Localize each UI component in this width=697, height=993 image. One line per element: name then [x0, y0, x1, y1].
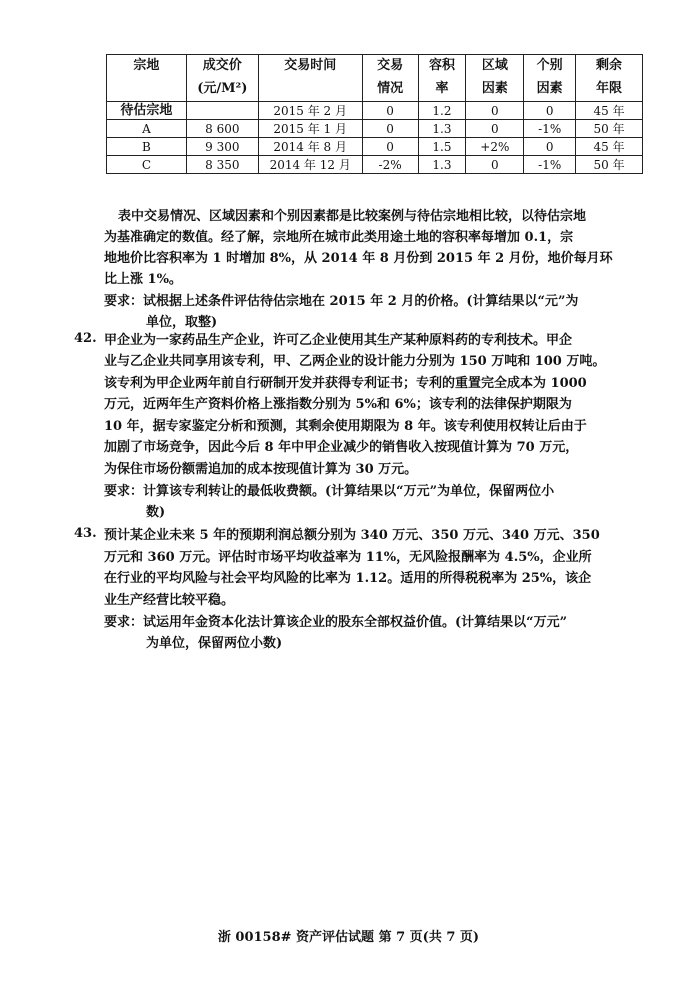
- header-cell: [107, 79, 187, 102]
- table-cell: 0: [524, 138, 576, 156]
- q42-line: 业与乙企业共同享用该专利，甲、乙两企业的设计能力分别为 150 万吨和 100 万吨。: [104, 354, 606, 369]
- q42-line: 为保住市场份额需追加的成本按现值计算为 30 万元。: [104, 462, 418, 477]
- table-cell: 1.3: [418, 156, 466, 174]
- q42-line: 该专利为甲企业两年前自行研制开发并获得专利证书；专利的重置完全成本为 1000: [104, 376, 587, 391]
- table-cell: 45 年: [576, 138, 643, 156]
- header-cell: 剩余: [576, 55, 643, 80]
- table-cell: -1%: [524, 156, 576, 174]
- q42-requirement-cont: 数): [146, 505, 166, 520]
- table-cell: 0: [362, 138, 418, 156]
- table-cell: 0: [524, 102, 576, 120]
- table-cell: 0: [362, 102, 418, 120]
- table-cell: C: [107, 156, 187, 174]
- table-cell: 50 年: [576, 156, 643, 174]
- table-cell: 1.5: [418, 138, 466, 156]
- table-cell: 9 300: [186, 138, 258, 156]
- table-cell: 0: [362, 120, 418, 138]
- table-cell: 待估宗地: [107, 102, 187, 120]
- header-cell: 率: [418, 79, 466, 102]
- header-cell: 宗地: [107, 55, 187, 80]
- header-cell: 因素: [524, 79, 576, 102]
- q43-requirement: 要求：试运用年金资本化法计算该企业的股东全部权益价值。(计算结果以“万元”: [104, 615, 568, 630]
- table-cell: 2014 年 8 月: [258, 138, 362, 156]
- q42-line: 加剧了市场竞争，因此今后 8 年中甲企业减少的销售收入按现值计算为 70 万元，: [104, 440, 579, 455]
- table-header-row-2: [107, 79, 643, 102]
- table-cell: +2%: [466, 138, 524, 156]
- table-cell: 0: [466, 102, 524, 120]
- table-cell: B: [107, 138, 187, 156]
- table-cell: 50 年: [576, 120, 643, 138]
- table-cell: 0: [466, 120, 524, 138]
- q41-requirement: 要求：试根据上述条件评估待估宗地在 2015 年 2 月的价格。(计算结果以“元”为: [104, 294, 579, 309]
- table-cell: 2015 年 2 月: [258, 102, 362, 120]
- q42-requirement: 要求：计算该专利转让的最低收费额。(计算结果以“万元”为单位，保留两位小: [104, 484, 555, 499]
- table-cell: 8 600: [186, 120, 258, 138]
- q43-line: 在行业的平均风险与社会平均风险的比率为 1.12。适用的所得税税率为 25%，该企: [104, 571, 592, 586]
- table-cell: 1.2: [418, 102, 466, 120]
- page-footer: 浙 00158# 资产评估试题 第 7 页(共 7 页): [217, 930, 480, 945]
- table-cell: 2014 年 12 月: [258, 156, 362, 174]
- table-row: [107, 138, 643, 156]
- q41-requirement-cont: 单位，取整): [146, 315, 218, 330]
- table-cell: -2%: [362, 156, 418, 174]
- q43-line: 业生产经营比较平稳。: [104, 593, 235, 608]
- q42-line: 甲企业为一家药品生产企业，许可乙企业使用其生产某种原料药的专利技术。甲企: [104, 333, 573, 348]
- table-row: [107, 120, 643, 138]
- table-cell: A: [107, 120, 187, 138]
- header-cell: [258, 79, 362, 102]
- header-cell: 交易时间: [258, 55, 362, 80]
- q41-note-line: 为基准确定的数值。经了解，宗地所在城市此类用途土地的容积率每增加 0.1，宗: [104, 230, 574, 245]
- q43-number: 43.: [74, 526, 97, 541]
- table-cell: 8 350: [186, 156, 258, 174]
- table-row: [107, 102, 643, 120]
- q42-number: 42.: [74, 331, 97, 346]
- header-cell: 年限: [576, 79, 643, 102]
- q41-note-line: 比上涨 1%。: [104, 272, 182, 287]
- q43-line: 预计某企业未来 5 年的预期利润总额分别为 340 万元、350 万元、340 万元、350: [104, 528, 600, 543]
- header-cell: 因素: [466, 79, 524, 102]
- header-cell: 个别: [524, 55, 576, 80]
- header-cell: 交易: [362, 55, 418, 80]
- table-cell: 45 年: [576, 102, 643, 120]
- q41-note-line: 表中交易情况、区域因素和个别因素都是比较案例与待估宗地相比较，以待估宗地: [118, 209, 587, 224]
- table-cell: -1%: [524, 120, 576, 138]
- table-cell: 1.3: [418, 120, 466, 138]
- q42-line: 10 年，据专家鉴定分析和预测，其剩余使用期限为 8 年。该专利使用权转让后由于: [104, 419, 587, 434]
- q41-note-line: 地地价比容积率为 1 时增加 8%，从 2014 年 8 月份到 2015 年 2 月份，地价每月环: [104, 251, 613, 266]
- q43-line: 万元和 360 万元。评估时市场平均收益率为 11%，无风险报酬率为 4.5%，企业所: [104, 550, 592, 565]
- header-cell: 情况: [362, 79, 418, 102]
- header-cell: 区域: [466, 55, 524, 80]
- header-cell: (元/M²): [186, 79, 258, 102]
- table-header-row: [107, 55, 643, 80]
- table-cell: 2015 年 1 月: [258, 120, 362, 138]
- q42-line: 万元，近两年生产资料价格上涨指数分别为 5%和 6%；该专利的法律保护期限为: [104, 397, 572, 412]
- table-row: [107, 156, 643, 174]
- header-cell: 容积: [418, 55, 466, 80]
- table-cell: [186, 102, 258, 120]
- table-cell: 0: [466, 156, 524, 174]
- q43-requirement-cont: 为单位，保留两位小数): [146, 636, 283, 651]
- header-cell: 成交价: [186, 55, 258, 80]
- land-comparison-table: [106, 54, 643, 174]
